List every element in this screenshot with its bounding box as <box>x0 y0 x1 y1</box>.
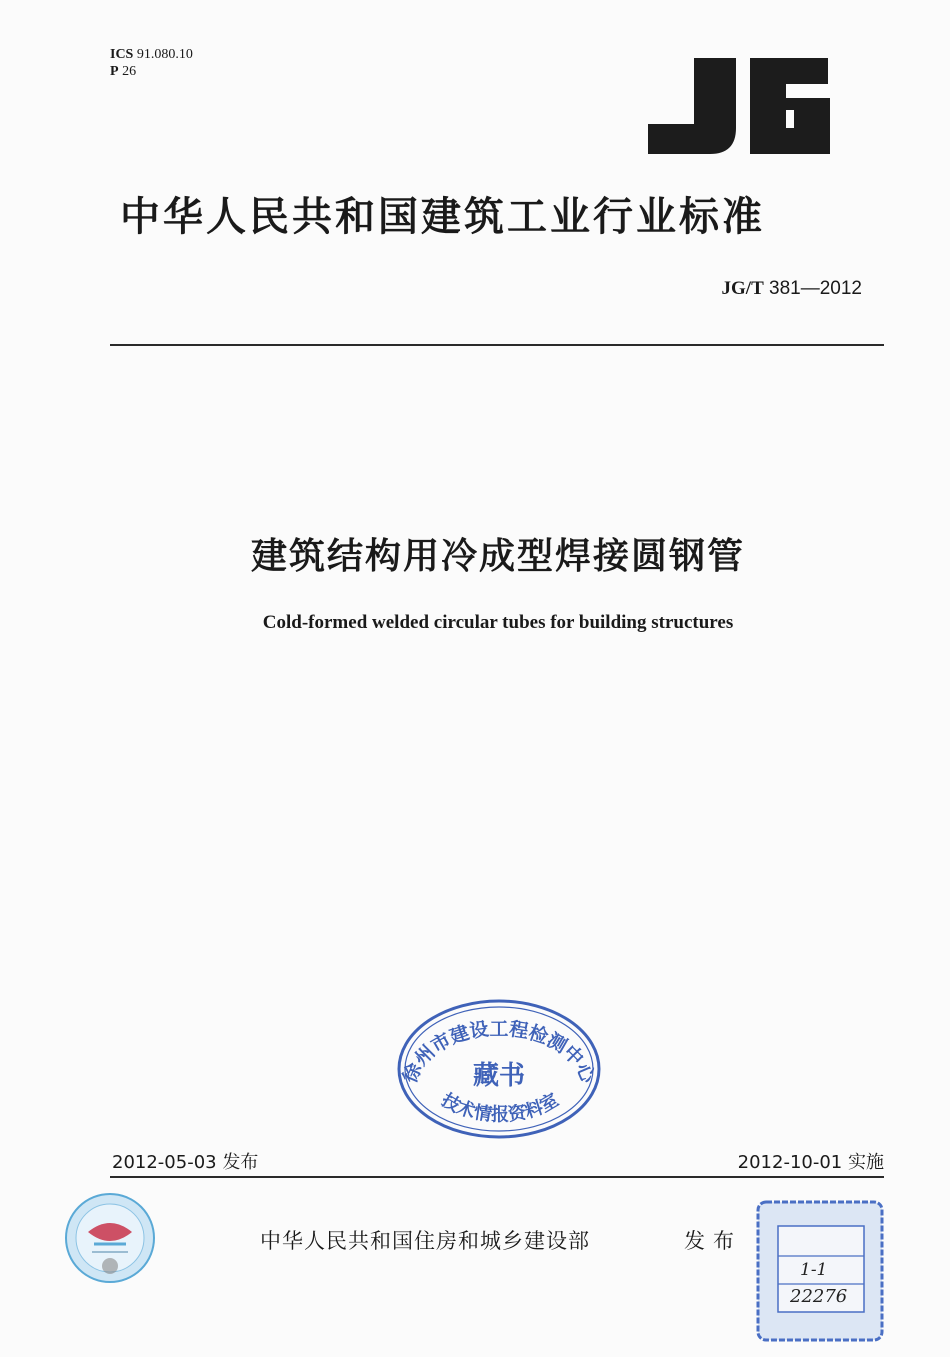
ics-value: 91.080.10 <box>136 47 193 62</box>
publisher-name: 中华人民共和国住房和城乡建设部 <box>260 1229 590 1253</box>
p-line <box>110 63 193 80</box>
standard-code-number: 381—2012 <box>769 278 862 299</box>
publish-label: 发布 <box>684 1229 742 1253</box>
stamp-center-text: 藏书 <box>472 1061 526 1091</box>
jg-logo <box>648 58 830 154</box>
p-value: 26 <box>122 64 137 79</box>
anti-counterfeit-badge <box>64 1192 156 1284</box>
standard-code <box>722 278 862 300</box>
ics-classification <box>110 46 193 80</box>
document-title-cn: 建筑结构用冷成型焊接圆钢管 <box>250 536 745 577</box>
stamp-bottom-text: 技术情报资料室 <box>437 1089 563 1126</box>
svg-text:技术情报资料室 <box>437 1088 562 1125</box>
library-stamp <box>396 998 602 1140</box>
ics-label: ICS <box>110 47 134 62</box>
catalogue-label <box>756 1200 884 1342</box>
standard-code-prefix: JG/T <box>721 278 764 299</box>
label-line-1: 1-1 <box>800 1260 828 1280</box>
footer-divider <box>110 1176 884 1178</box>
document-title-en: Cold-formed welded circular tubes for building structures <box>262 612 734 633</box>
stamp-ring-text: 徐州市建设工程检测中心 <box>398 1017 600 1087</box>
header-divider <box>110 344 884 346</box>
ics-line <box>110 46 193 63</box>
issue-date: 2012-05-03 发布 <box>112 1152 259 1173</box>
p-label: P <box>110 64 119 79</box>
implement-date: 2012-10-01 实施 <box>737 1152 884 1173</box>
label-line-2: 22276 <box>790 1286 848 1307</box>
standard-title: 中华人民共和国建筑工业行业标准 <box>120 194 765 240</box>
